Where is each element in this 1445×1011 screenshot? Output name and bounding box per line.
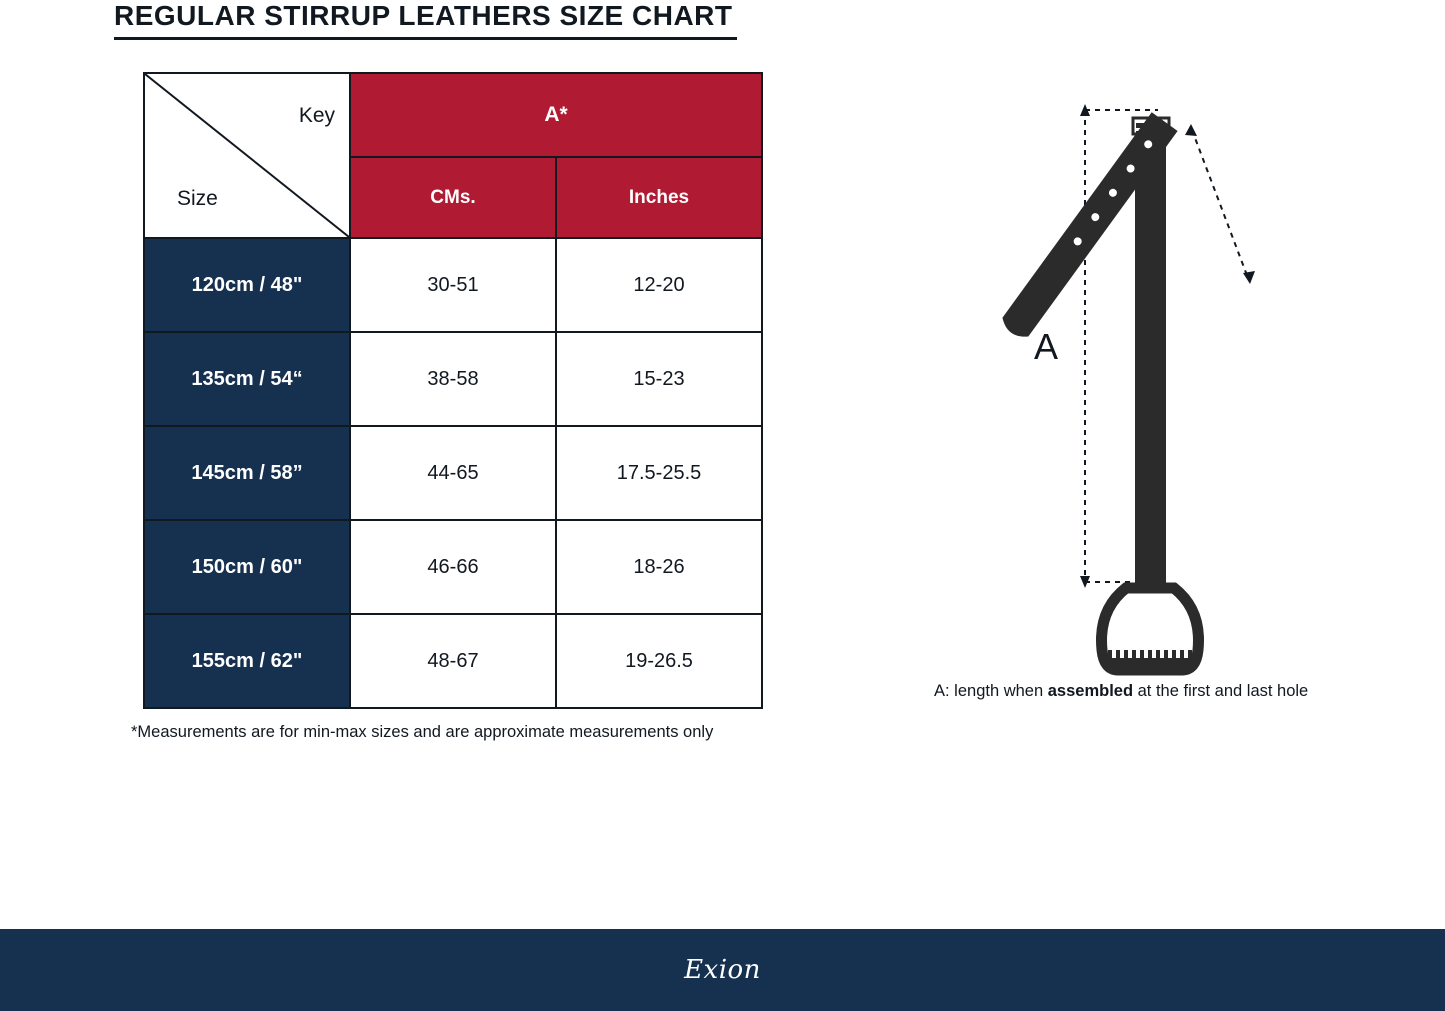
table-row	[144, 426, 762, 520]
brand-logo: Exion	[684, 955, 761, 985]
subheader-cms: CMs.	[350, 157, 556, 238]
diagonal-divider-icon	[145, 74, 349, 237]
row-cms-cell: 30-51	[350, 238, 556, 332]
row-cms-cell: 46-66	[350, 520, 556, 614]
footer-bar	[0, 929, 1445, 1011]
table-header-row-main	[144, 73, 762, 157]
stirrup-leather-diagram	[930, 90, 1390, 690]
diagram-caption	[934, 682, 1414, 701]
row-inches-cell: 18-26	[556, 520, 762, 614]
row-size-cell: 135cm / 54“	[144, 332, 350, 426]
table-row	[144, 520, 762, 614]
table-row	[144, 614, 762, 708]
page-title: REGULAR STIRRUP LEATHERS SIZE CHART	[114, 0, 737, 40]
subheader-inches: Inches	[556, 157, 762, 238]
stirrup-leather-illustration-icon	[930, 90, 1390, 690]
measurements-footnote: *Measurements are for min-max sizes and are approximate measurements only	[131, 723, 714, 741]
table-row	[144, 332, 762, 426]
row-inches-cell: 15-23	[556, 332, 762, 426]
size-chart-table	[143, 72, 763, 709]
row-cms-cell: 38-58	[350, 332, 556, 426]
corner-key-size-cell	[144, 73, 350, 238]
row-inches-cell: 17.5-25.5	[556, 426, 762, 520]
key-label: Key	[298, 104, 335, 127]
dimension-a-label: A	[1034, 326, 1059, 367]
row-inches-cell: 12-20	[556, 238, 762, 332]
row-cms-cell: 48-67	[350, 614, 556, 708]
row-inches-cell: 19-26.5	[556, 614, 762, 708]
caption-prefix: A: length when	[934, 682, 1048, 700]
caption-bold: assembled	[1047, 682, 1134, 700]
row-size-cell: 120cm / 48"	[144, 238, 350, 332]
row-size-cell: 150cm / 60"	[144, 520, 350, 614]
group-header-a: A*	[350, 73, 762, 157]
size-chart-table-wrapper	[143, 72, 763, 709]
row-size-cell: 145cm / 58”	[144, 426, 350, 520]
row-size-cell: 155cm / 62"	[144, 614, 350, 708]
row-cms-cell: 44-65	[350, 426, 556, 520]
caption-suffix: at the first and last hole	[1133, 682, 1309, 700]
size-label: Size	[177, 187, 218, 210]
table-row	[144, 238, 762, 332]
